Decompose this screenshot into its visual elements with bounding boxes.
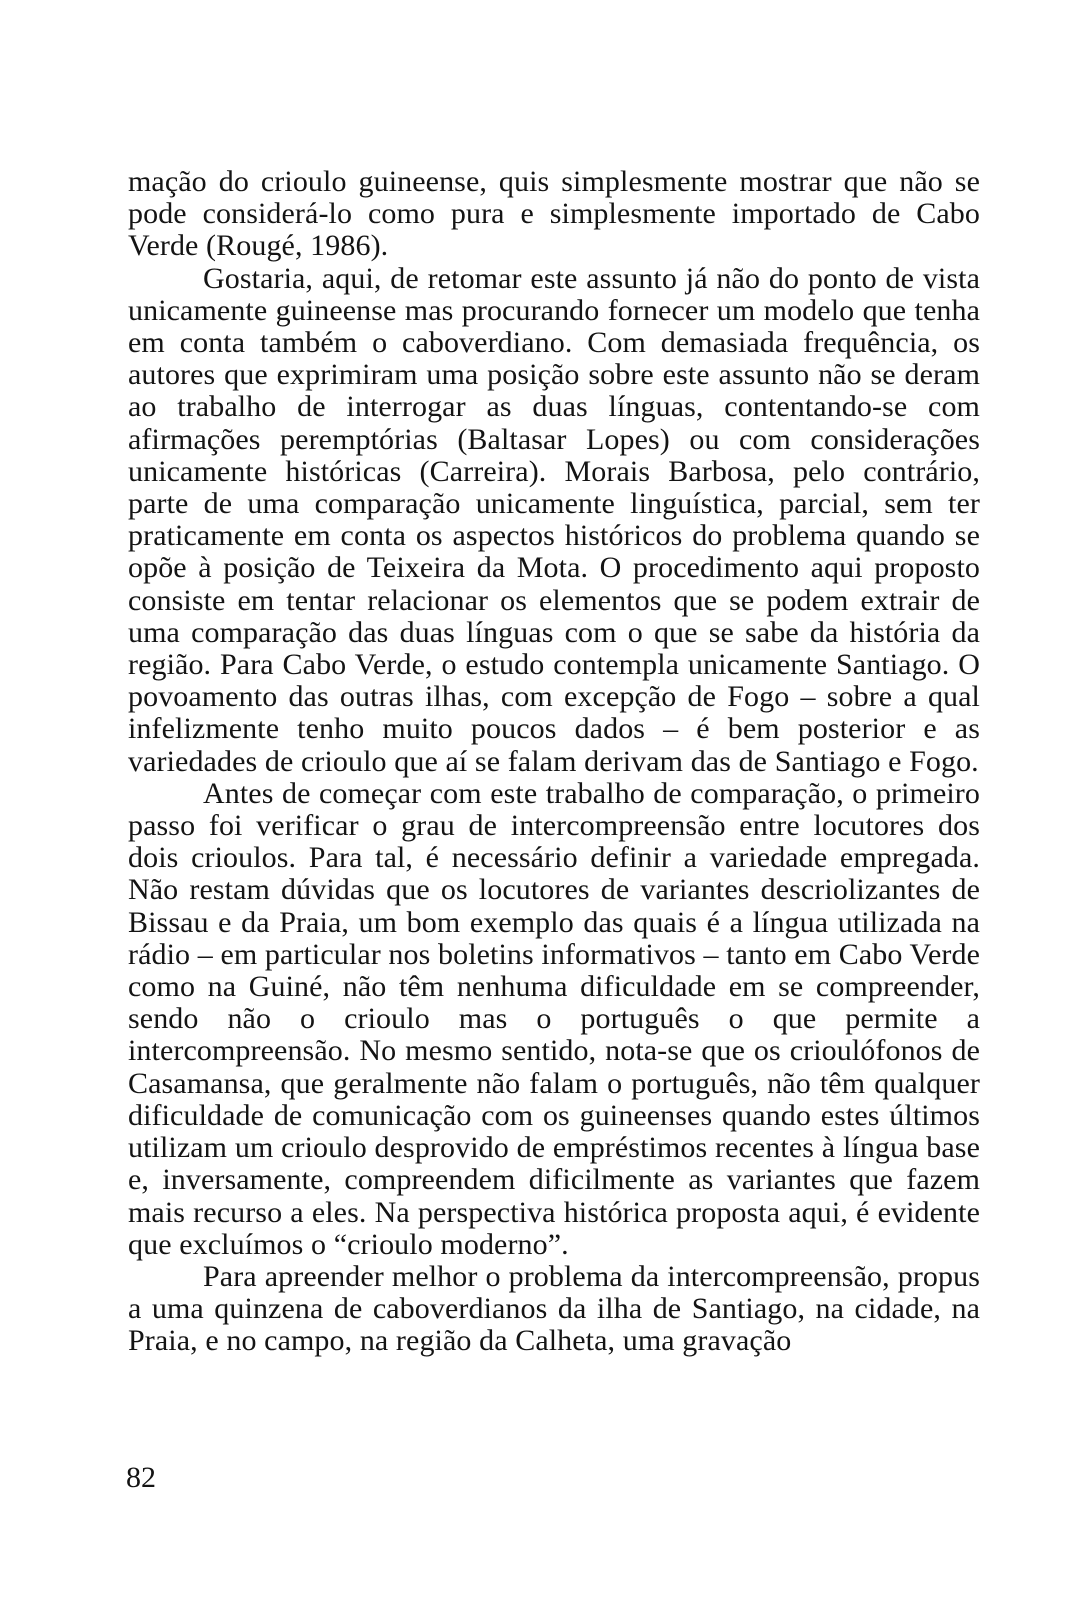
paragraph: Antes de começar com este trabalho de comparação, o primeiro passo foi verificar o grau de intercompreensão entre locutores dos dois crioulos. Para tal, é necessário definir a variedade empregada. Não restam dúvidas que os locutores de variantes descriolizantes de Bissau e da Praia, um bom exemplo das quais é a língua utilizada na rádio – em particular nos boletins informativos – tanto em Cabo Verde como na Guiné, não têm nenhuma dificuldade em se compreender, sendo não o crioulo mas o português o que permite a intercompreensão. No mesmo sentido, nota-se que os crioulófonos de Casamansa, que geralmente não falam o português, não têm qualquer dificuldade de comunicação com os guineenses quando estes últimos utilizam um crioulo desprovido de empréstimos recentes à língua base e, inversamente, compreendem dificilmente as variantes que fazem mais recurso a eles. Na perspectiva histórica proposta aqui, é evidente que excluímos o “crioulo moderno”. xyxy=(128,776,980,1261)
paragraph-continuation: mação do crioulo guineense, quis simplesmente mostrar que não se pode considerá-lo como pura e simplesmente importado de Cabo Verde (Rougé, 1986). xyxy=(128,165,980,263)
paragraph: Gostaria, aqui, de retomar este assunto já não do ponto de vista unicamente guineense mas procurando fornecer um modelo que tenha em conta também o caboverdiano. Com demasiada frequência, os autores que exprimiram uma posição sobre este assunto não se deram ao trabalho de interrogar as duas línguas, contentando-se com afirmações peremptórias (Baltasar Lopes) ou com considerações unicamente históricas (Carreira). Morais Barbosa, pelo contrário, parte de uma comparação unicamente linguística, parcial, sem ter praticamente em conta os aspectos históricos do problema quando se opõe à posição de Teixeira da Mota. O procedimento aqui proposto consiste em tentar relacionar os elementos que se podem extrair de uma comparação das duas línguas com o que se sabe da história da região. Para Cabo Verde, o estudo contempla unicamente Santiago. O povoamento das outras ilhas, com excepção de Fogo – sobre a qual infelizmente tenho muito poucos dados – é bem posterior e as variedades de crioulo que aí se falam derivam das de Santiago e Fogo. xyxy=(128,261,980,778)
body-text xyxy=(128,166,980,1358)
paragraph: Para apreender melhor o problema da intercompreensão, propus a uma quinzena de caboverdianos da ilha de Santiago, na cidade, na Praia, e no campo, na região da Calheta, uma gravação xyxy=(128,1259,980,1358)
page-number: 82 xyxy=(126,1461,156,1494)
